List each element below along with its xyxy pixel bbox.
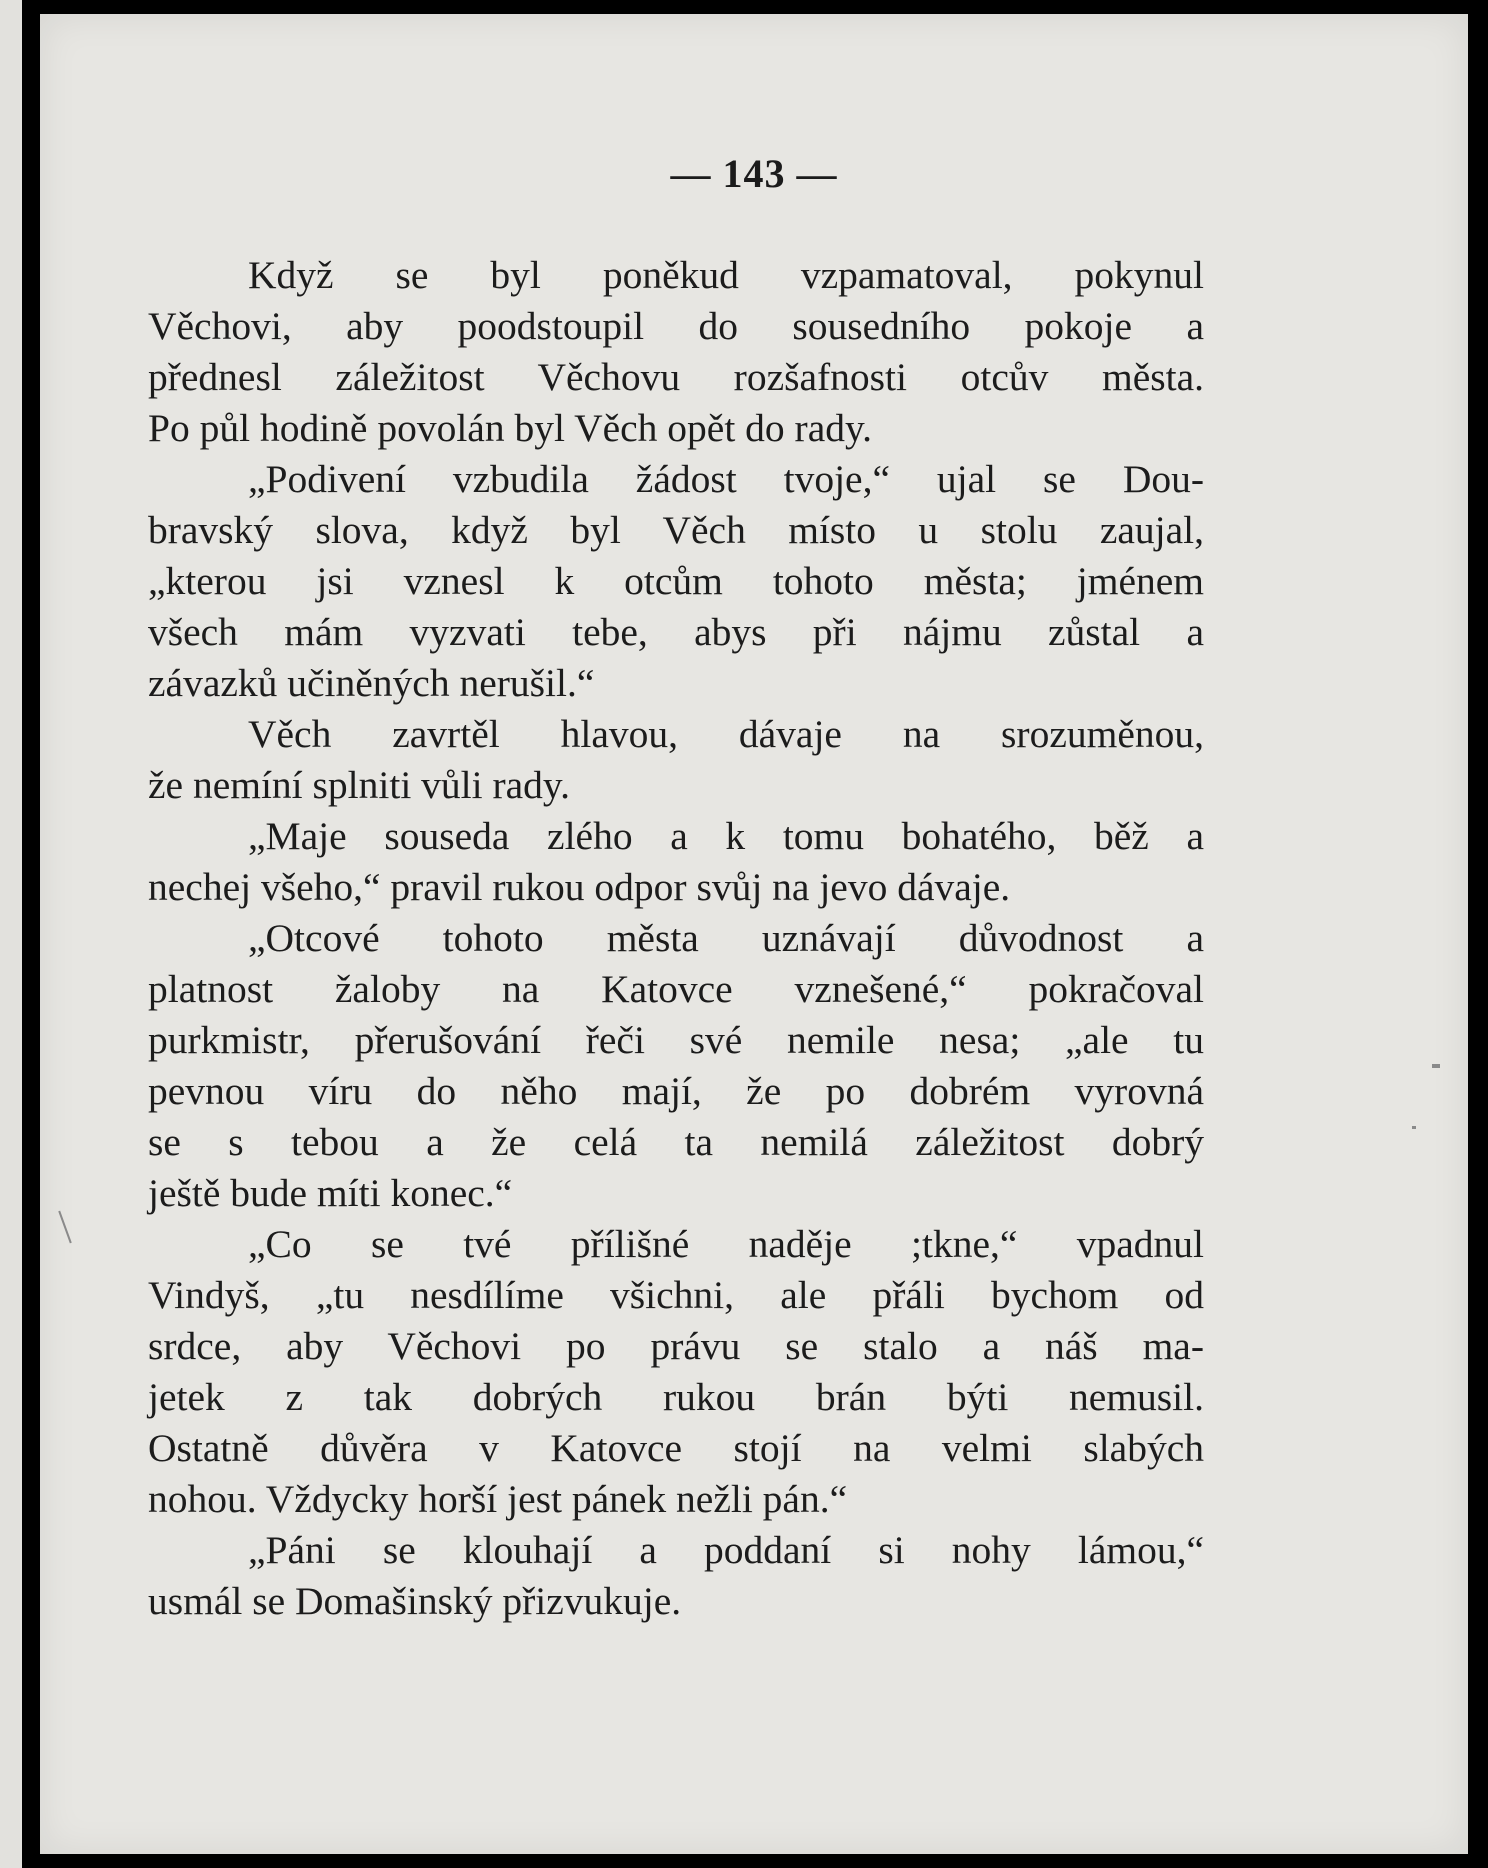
scan-speck (1432, 1064, 1440, 1068)
book-page (40, 14, 1468, 1854)
scan-speck (58, 1211, 72, 1244)
text-line: srdce, aby Věchovi po právu se stalo a náš ma- (148, 1324, 1204, 1368)
text-line: purkmistr, přerušování řeči své nemile nesa; „ale tu (148, 1018, 1204, 1062)
text-line: bravský slova, když byl Věch místo u stolu zaujal, (148, 508, 1204, 552)
text-line: Když se byl poněkud vzpamatoval, pokynul (248, 253, 1204, 297)
text-line: „Podivení vzbudila žádost tvoje,“ ujal se Dou- (248, 457, 1204, 501)
text-line: Věch zavrtěl hlavou, dávaje na srozuměnou, (248, 712, 1204, 756)
text-line: Věchovi, aby poodstoupil do sousedního pokoje a (148, 304, 1204, 348)
body-text (148, 250, 1204, 1627)
text-line: nechej všeho,“ pravil rukou odpor svůj na jevo dávaje. (148, 865, 1011, 909)
text-line: jetek z tak dobrých rukou brán býti nemusil. (148, 1375, 1204, 1419)
text-line: platnost žaloby na Katovce vznešené,“ pokračoval (148, 967, 1204, 1011)
text-line: přednesl záležitost Věchovu rozšafnosti otcův města. (148, 355, 1204, 399)
text-line: všech mám vyzvati tebe, abys při nájmu zůstal a (148, 610, 1204, 654)
adjacent-page-edge (0, 0, 22, 1868)
text-line: „kterou jsi vznesl k otcům tohoto města; jménem (148, 559, 1204, 603)
text-line: Po půl hodině povolán byl Věch opět do rady. (148, 406, 873, 450)
text-line: že nemíní splniti vůli rady. (148, 763, 570, 807)
text-line: nohou. Vždycky horší jest pánek nežli pán.“ (148, 1477, 848, 1521)
text-line: usmál se Domašinský přizvukuje. (148, 1579, 682, 1623)
text-line: „Co se tvé přílišné naděje ;tkne,“ vpadnul (248, 1222, 1204, 1266)
text-line: „Maje souseda zlého a k tomu bohatého, běž a (248, 814, 1204, 858)
text-line: Ostatně důvěra v Katovce stojí na velmi slabých (148, 1426, 1204, 1470)
text-line: „Otcové tohoto města uznávají důvodnost a (248, 916, 1204, 960)
text-line: pevnou víru do něho mají, že po dobrém vyrovná (148, 1069, 1204, 1113)
scan-speck (1412, 1126, 1416, 1129)
text-line: Vindyš, „tu nesdílíme všichni, ale přáli bychom od (148, 1273, 1204, 1317)
page-number: — 143 — (670, 151, 838, 196)
text-line: závazků učiněných nerušil.“ (148, 661, 595, 705)
text-line: „Páni se klouhají a poddaní si nohy lámou,“ (248, 1528, 1204, 1572)
text-line: ještě bude míti konec.“ (148, 1171, 513, 1215)
text-line: se s tebou a že celá ta nemilá záležitost dobrý (148, 1120, 1204, 1164)
